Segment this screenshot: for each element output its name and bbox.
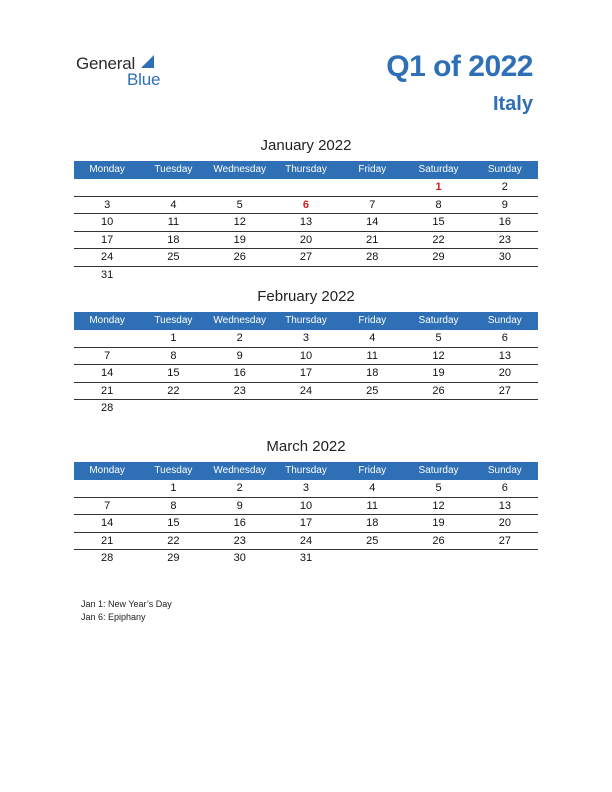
day-cell: 29 [167,552,180,564]
weekday-label: Monday [89,465,125,476]
day-cell [405,400,471,418]
day-cell [405,267,471,285]
day-cell: 10 [101,216,114,228]
weekday-header [74,462,538,480]
day-cell: 21 [101,384,114,397]
day-cell: 17 [299,367,313,379]
weekday-label: Sunday [487,164,522,175]
page-title: Q1 of 2022 [386,50,533,83]
day-cell: 11 [366,499,378,512]
day-cell [273,179,339,196]
day-cell [74,480,140,497]
weekday-label: Monday [89,164,125,175]
day-cell: 2 [236,482,243,494]
day-cell: 13 [299,216,313,228]
day-cell: 2 [236,332,243,344]
brand-blue-text: Blue [127,70,161,89]
day-cell: 25 [167,251,180,263]
day-cell: 20 [498,517,511,529]
day-cell: 17 [299,517,313,529]
day-cell: 31 [299,552,313,564]
day-cell [207,400,273,418]
day-cell: 25 [366,384,379,397]
day-cell: 20 [299,233,313,246]
day-cell: 23 [233,384,246,397]
week-row [74,232,538,250]
day-cell: 6 [501,332,508,344]
week-row [74,330,538,348]
day-cell: 29 [432,251,445,263]
day-cell: 1 [170,482,177,494]
day-cell [140,400,206,418]
brand-general-text: General [76,54,136,73]
brand-logo [76,54,176,88]
day-cell [339,400,405,418]
day-cell: 7 [104,499,111,512]
week-row [74,533,538,551]
day-cell: 27 [299,251,313,263]
day-cell [207,179,273,196]
weekday-label: Thursday [285,164,327,175]
weekday-label: Friday [358,315,387,326]
holiday-note: Jan 1: New Year’s Day [81,599,172,609]
day-cell: 4 [369,482,376,494]
weekday-label: Tuesday [154,315,193,326]
day-cell: 24 [101,251,114,263]
day-cell: 31 [101,268,114,281]
day-cell: 22 [167,384,180,397]
weekday-label: Wednesday [213,465,267,476]
day-cell [74,179,140,196]
day-cell: 22 [167,534,180,547]
day-cell: 21 [101,534,114,547]
day-cell: 8 [435,198,442,211]
day-cell: 26 [432,534,445,547]
day-cell [74,330,140,347]
day-cell: 8 [170,349,177,362]
day-cell: 9 [501,198,508,211]
day-cell: 6 [302,198,310,211]
month-march [74,437,538,568]
day-cell: 10 [299,499,313,512]
week-row [74,365,538,383]
day-cell [339,267,405,285]
weekday-label: Friday [358,465,387,476]
day-cell: 5 [236,198,243,211]
day-cell: 13 [498,349,511,362]
week-row [74,267,538,285]
day-cell: 16 [233,517,246,529]
weekday-label: Thursday [285,465,327,476]
weekday-label: Sunday [487,315,522,326]
day-cell: 27 [498,534,511,547]
day-cell [472,267,538,285]
weekday-label: Friday [358,164,387,175]
week-row [74,498,538,516]
day-cell [472,400,538,418]
day-cell: 25 [366,534,379,547]
day-cell: 16 [498,216,511,228]
day-cell: 19 [233,233,246,246]
month-title: February 2022 [257,288,355,305]
day-cell: 19 [432,367,445,379]
day-cell: 24 [299,534,313,547]
day-cell: 26 [233,251,246,263]
day-cell [339,179,405,196]
day-cell: 4 [369,332,376,344]
day-cell [140,179,206,196]
day-cell: 26 [432,384,445,397]
day-cell: 20 [498,367,511,379]
day-cell: 9 [236,349,243,362]
day-cell: 28 [366,251,379,263]
day-cell: 30 [498,251,511,263]
month-february [74,287,538,418]
day-cell: 23 [498,233,511,246]
day-cell: 2 [501,181,508,193]
day-cell: 6 [501,482,508,494]
day-cell: 8 [170,499,177,512]
week-row [74,249,538,267]
day-cell: 1 [170,332,177,344]
weekday-label: Thursday [285,315,327,326]
week-row [74,515,538,533]
day-cell [140,267,206,285]
day-cell: 12 [432,499,445,512]
week-row [74,179,538,197]
day-cell: 4 [170,198,177,211]
day-cell: 15 [167,517,180,529]
day-cell: 12 [233,216,246,228]
day-cell [405,550,471,568]
day-cell: 30 [233,552,246,564]
day-cell: 24 [299,384,313,397]
weekday-label: Wednesday [213,315,267,326]
day-cell: 9 [236,499,243,512]
day-cell: 3 [104,198,111,211]
day-cell: 14 [101,367,114,379]
week-row [74,214,538,232]
holiday-note: Jan 6: Epiphany [81,612,146,622]
day-cell: 17 [101,233,114,246]
week-row [74,550,538,568]
brand-triangle-icon [141,55,154,68]
week-row [74,400,538,418]
week-row [74,480,538,498]
weekday-label: Tuesday [154,164,193,175]
day-cell: 14 [366,216,379,228]
day-cell: 18 [167,233,180,246]
day-cell: 18 [366,367,379,379]
month-title: March 2022 [266,438,346,455]
day-cell: 15 [167,367,180,379]
day-cell: 11 [366,349,378,362]
weekday-header [74,312,538,330]
day-cell: 27 [498,384,511,397]
day-cell: 5 [435,332,442,344]
day-cell: 1 [435,181,442,193]
week-row [74,383,538,401]
weekday-label: Monday [89,315,125,326]
day-cell: 16 [233,367,246,379]
day-cell [273,267,339,285]
day-cell: 15 [432,216,445,228]
day-cell: 23 [233,534,246,547]
weekday-label: Saturday [418,164,459,175]
week-row [74,197,538,215]
month-january [74,136,538,284]
country-name: Italy [492,93,533,115]
day-cell: 19 [432,517,445,529]
day-cell: 3 [302,482,310,494]
day-cell: 14 [101,517,114,529]
weekday-label: Wednesday [213,164,267,175]
day-cell: 28 [101,552,114,564]
month-title: January 2022 [260,137,352,154]
weekday-label: Saturday [418,465,459,476]
weekday-label: Sunday [487,465,522,476]
day-cell: 12 [432,349,445,362]
day-cell [339,550,405,568]
day-cell [472,550,538,568]
day-cell [273,400,339,418]
holiday-notes [81,598,172,624]
day-cell: 13 [498,499,511,512]
day-cell: 7 [369,198,376,211]
day-cell: 21 [366,233,379,246]
day-cell: 5 [435,482,442,494]
day-cell: 7 [104,349,111,362]
day-cell: 18 [366,517,379,529]
day-cell: 28 [101,402,114,414]
weekday-label: Saturday [418,315,459,326]
weekday-label: Tuesday [154,465,193,476]
week-row [74,348,538,366]
day-cell: 10 [299,349,313,362]
day-cell: 11 [167,216,180,228]
day-cell: 3 [302,332,310,344]
day-cell [207,267,273,285]
weekday-header [74,161,538,179]
day-cell: 22 [432,233,445,246]
